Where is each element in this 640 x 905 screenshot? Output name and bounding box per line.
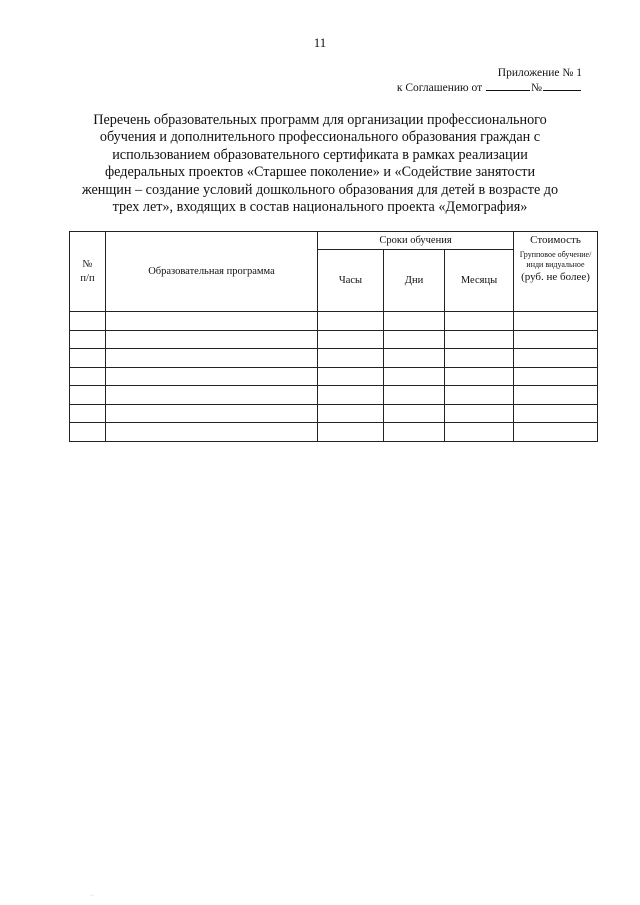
table-cell <box>445 330 514 349</box>
table-cell <box>384 404 445 423</box>
table-cell <box>514 423 598 442</box>
table-cell <box>318 367 384 386</box>
table-row <box>70 404 598 423</box>
table-cell <box>106 404 318 423</box>
table-cell <box>318 349 384 368</box>
footer-mark: ·· <box>90 893 94 899</box>
table-cell <box>70 312 106 331</box>
header-number <box>70 232 106 312</box>
table-cell <box>318 386 384 405</box>
table-cell <box>318 423 384 442</box>
header-program: Образовательная программа <box>106 232 318 312</box>
title-line: трех лет», входящих в состав национального проекта «Демография» <box>112 199 528 216</box>
table-cell <box>70 386 106 405</box>
table-cell <box>445 386 514 405</box>
header-days: Дни <box>384 250 445 312</box>
header-months: Месяцы <box>445 250 514 312</box>
table-cell <box>514 349 598 368</box>
agreement-number-sign: № <box>531 82 542 94</box>
programs-table <box>69 231 598 442</box>
table-cell <box>445 423 514 442</box>
title-line: женщин – создание условий дошкольного образования для детей в возрасте до <box>81 181 559 198</box>
table-row <box>70 312 598 331</box>
page-number: 11 <box>313 35 327 50</box>
table-cell <box>514 312 598 331</box>
table-cell <box>318 404 384 423</box>
table-cell <box>70 367 106 386</box>
agreement-number-blank <box>543 81 581 91</box>
table-cell <box>384 423 445 442</box>
title-line: использованием образовательного сертификата в рамках реализации <box>112 146 528 163</box>
title-line: федеральных проектов «Старшее поколение» и «Содействие занятости <box>104 164 536 181</box>
table-cell <box>384 312 445 331</box>
header-hours: Часы <box>318 250 384 312</box>
table-row <box>70 349 598 368</box>
agreement-date-blank <box>486 81 530 91</box>
table-cell <box>384 386 445 405</box>
table-cell <box>318 330 384 349</box>
table-row <box>70 330 598 349</box>
appendix-line-2 <box>397 81 582 96</box>
appendix-header <box>397 66 582 96</box>
header-cost <box>514 232 598 312</box>
table-cell <box>106 367 318 386</box>
table-cell <box>318 312 384 331</box>
appendix-line-1: Приложение № 1 <box>497 67 582 79</box>
header-cost-subtitle: Групповое обучение/инди видуальное <box>519 250 592 269</box>
table-cell <box>70 404 106 423</box>
table-row <box>70 367 598 386</box>
table-cell <box>514 404 598 423</box>
table-cell <box>384 367 445 386</box>
table-cell <box>445 367 514 386</box>
table-cell <box>384 330 445 349</box>
table-cell <box>106 386 318 405</box>
header-cost-unit: (руб. не более) <box>521 271 590 283</box>
table-header-row <box>70 232 598 250</box>
table-cell <box>384 349 445 368</box>
table-cell <box>106 330 318 349</box>
header-terms: Сроки обучения <box>318 232 514 250</box>
table-cell <box>70 423 106 442</box>
table-cell <box>106 423 318 442</box>
header-cost-title: Стоимость <box>530 234 581 246</box>
table-cell <box>514 386 598 405</box>
table-row <box>70 386 598 405</box>
agreement-prefix: к Соглашению от <box>396 82 483 94</box>
title-line: Перечень образовательных программ для организации профессионального <box>93 112 547 128</box>
table-cell <box>106 349 318 368</box>
title-line: обучения и дополнительного профессионального образования граждан с <box>99 129 541 146</box>
table-cell <box>70 349 106 368</box>
header-number-abbr: п/п <box>80 272 95 284</box>
table-cell <box>514 330 598 349</box>
table-cell <box>70 330 106 349</box>
header-number-sign: № <box>82 258 93 270</box>
table-cell <box>106 312 318 331</box>
table-cell <box>445 404 514 423</box>
document-title <box>60 112 580 216</box>
table-row <box>70 423 598 442</box>
table-cell <box>445 349 514 368</box>
table-cell <box>514 367 598 386</box>
table-cell <box>445 312 514 331</box>
